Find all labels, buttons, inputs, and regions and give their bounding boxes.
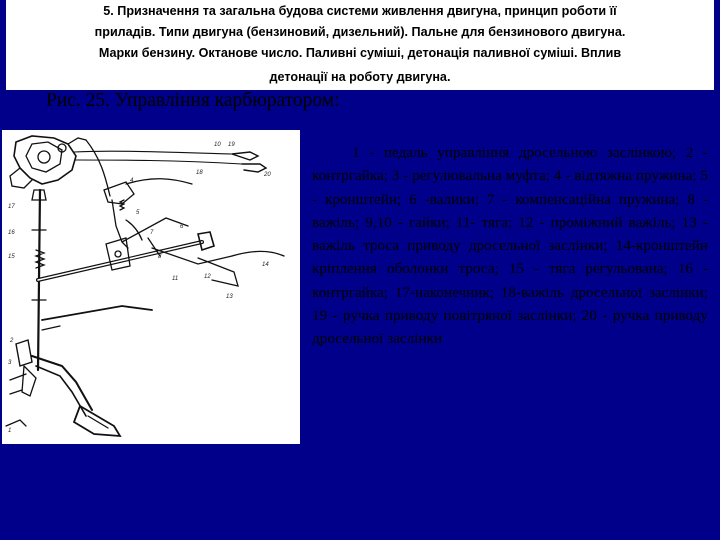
figure-title: Рис. 25. Управління карбюратором: (46, 90, 340, 111)
figure-callout-19: 19 (228, 142, 235, 148)
figure-callout-15: 15 (8, 254, 15, 260)
figure-callout-17: 17 (8, 204, 15, 210)
figure-callout-8: 8 (158, 254, 162, 260)
figure-callout-3: 3 (8, 360, 12, 366)
figure-callout-4: 4 (130, 178, 134, 184)
figure-callout-16: 16 (8, 230, 15, 236)
figure-callout-2: 2 (10, 338, 14, 344)
figure-callout-10: 10 (214, 142, 221, 148)
header-line-3: Марки бензину. Октанове число. Паливні суміші, детонація паливної суміші. Вплив (98, 46, 622, 60)
caption-text: 1 - педаль управління дросельною заслінкою; 2 - контргайка; 3 - регулювальна муфта; 4 - відтяжна пружина; 5 - кронштейн; 6 -валики; 7 - компенсаційна пружина; 8 - важіль; 9,10 - гайки; 11- тяга; 12 - проміжний важіль; 13 - важіль троса приводу дросельної заслінки; 14-кронштейн кріплення оболонки троса; 15 - тяга регульована; 16 - контргайка; 17-наконечник; 18-важіль дросельної заслінки; 19 - ручка приводу повітряної заслінки; 20 - ручка приводу дросельної заслінки (312, 144, 708, 348)
carburetor-control-figure (2, 130, 300, 444)
figure-caption (312, 141, 708, 351)
figure-callout-11: 11 (172, 276, 179, 282)
header-line-1: 5. Призначення та загальна будова системи живлення двигуна, принцип роботи її (103, 4, 617, 18)
figure-labels (8, 142, 271, 434)
figure-callout-7: 7 (150, 230, 154, 236)
figure-callout-12: 12 (204, 274, 211, 280)
figure-callout-18: 18 (196, 170, 203, 176)
figure-callout-20: 20 (264, 172, 271, 178)
header-line-2: приладів. Типи двигуна (бензиновий, дизельний). Пальне для бензинового двигуна. (94, 25, 626, 39)
header-line-4: детонації на роботу двигуна. (269, 70, 451, 84)
figure-callout-5: 5 (136, 210, 140, 216)
figure-callout-1: 1 (8, 428, 12, 434)
figure-callout-13: 13 (226, 294, 233, 300)
slide-header (6, 0, 714, 90)
figure-callout-14: 14 (262, 262, 269, 268)
figure-callout-6: 6 (180, 224, 184, 230)
carburetor-linkage-drawing (2, 130, 300, 444)
